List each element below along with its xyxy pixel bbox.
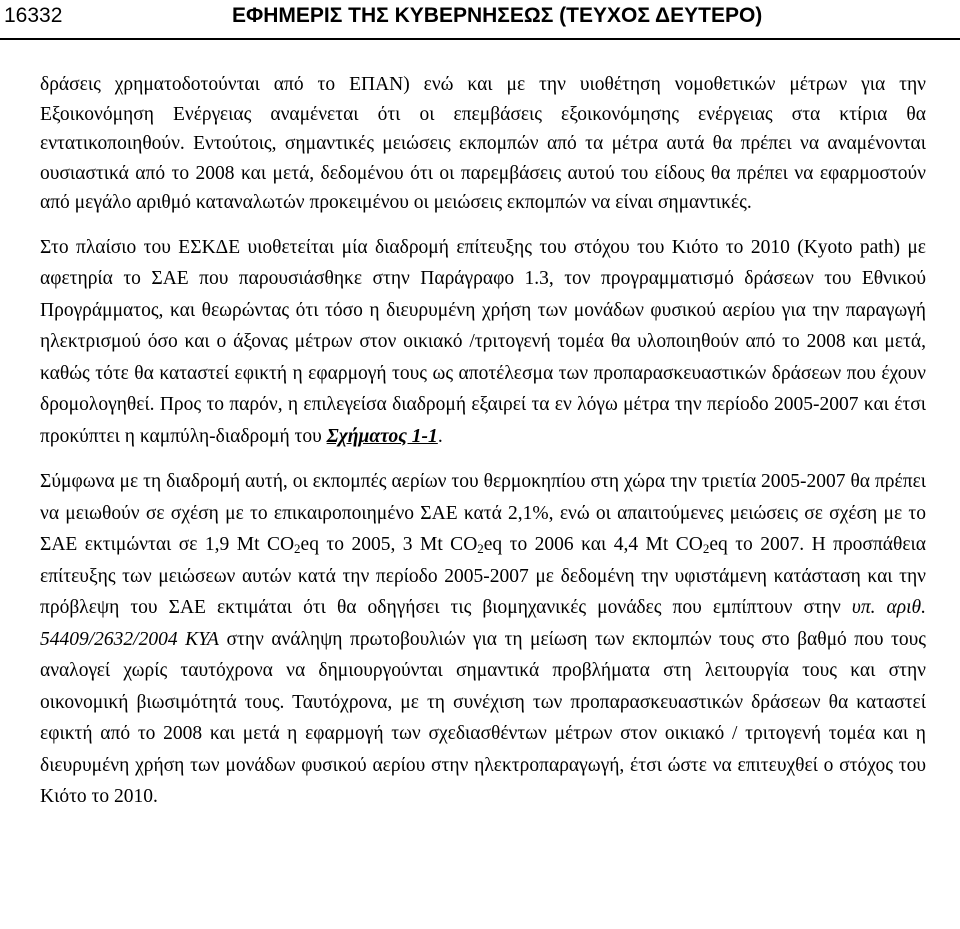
paragraph-gap <box>40 452 926 466</box>
paragraph-3-part-1: Σύμφωνα με τη διαδρομή αυτή, οι εκπομπές αερίων του θερμοκηπίου στη χώρα την τριετία 2005-2007 θα πρέπει να μειωθούν σε σχέση με το επικαιροποιημένο ΣΑΕ κατά 2,1%, ενώ οι απαιτούμενες μειώσεις σε σχέση με το ΣΑΕ εκτιμώνται σε 1,9 Mt CO <box>40 471 926 555</box>
figure-reference: Σχήματος 1-1 <box>326 425 438 447</box>
document-body <box>40 70 926 813</box>
paragraph-2-text: Στο πλαίσιο του ΕΣΚΔΕ υιοθετείται μία διαδρομή επίτευξης του στόχου του Κιότο το 2010 (Kyoto path) με αφετηρία το ΣΑΕ που παρουσιάσθηκε στην Παράγραφο 1.3, τον προγραμματισμό δράσεων του Εθνικού Προγράμματος, και θεωρώντας ότι τόσο η διευρυμένη χρήση των μονάδων φυσικού αερίου για την παραγωγή ηλεκτρισμού όσο και ο άξονας μέτρων στον οικιακό /τριτογενή τομέα θα υλοποιηθούν από το 2008 και μετά, καθώς τότε θα καταστεί εφικτή η εφαρμογή τους ως αποτέλεσμα των προπαρασκευαστικών δράσεων που έχουν δρομολογηθεί. Προς το παρόν, η επιλεγείσα διαδρομή εξαιρεί τα εν λόγω μέτρα την περίοδο 2005-2007 και έτσι προκύπτει η καμπύλη-διαδρομή του <box>40 236 926 447</box>
paragraph-3 <box>40 466 926 813</box>
paragraph-3-part-5: στην ανάληψη πρωτοβουλιών για τη μείωση των εκπομπών τους στο βαθμό που τους αναλογεί χωρίς ταυτόχρονα να δημιουργούνται σημαντικά προβλήματα στη λειτουργία τους και στην οικονομική βιωσιμότητά τους. Ταυτόχρονα, με τη συνέχιση των προπαρασκευαστικών δράσεων θα καταστεί εφικτή από το 2008 και μετά η εφαρμογή των σχεδιασθέντων μέτρων στον οικιακό / τριτογενή τομέα και η διευρυμένη χρήση των μονάδων φυσικού αερίου στην ηλεκτροπαραγωγή, έτσι ώστε να επιτευχθεί ο στόχος του Κιότο το 2010. <box>40 628 926 807</box>
paragraph-3-part-4: eq το 2007. Η προσπάθεια επίτευξης των μειώσεων αυτών κατά την περίοδο 2005-2007 με δεδομένη την υφιστάμενη κατάσταση και την πρόβλεψη του ΣΑΕ εκτιμάται ότι θα οδηγήσει τις βιομηχανικές μονάδες που εμπίπτουν στην <box>40 534 926 618</box>
paragraph-2-end: . <box>437 425 443 447</box>
page-header <box>0 0 960 40</box>
legal-reference: υπ. αριθ. 54409/2632/2004 ΚΥΑ <box>40 597 927 650</box>
paragraph-2 <box>40 232 926 453</box>
page-number: 16332 <box>4 4 63 27</box>
co2-subscript: 2 <box>702 541 710 556</box>
journal-title: ΕΦΗΜΕΡΙΣ ΤΗΣ ΚΥΒΕΡΝΗΣΕΩΣ (ΤΕΥΧΟΣ ΔΕΥΤΕΡΟ) <box>232 4 763 27</box>
paragraph-3-part-3: eq το 2006 και 4,4 Mt CO <box>483 534 703 555</box>
paragraph-3-part-2: eq το 2005, 3 Mt CO <box>300 534 478 555</box>
paragraph-1: δράσεις χρηματοδοτούνται από το ΕΠΑΝ) ενώ και με την υιοθέτηση νομοθετικών μέτρων για την Εξοικονόμηση Ενέργειας αναμένεται ότι οι επεμβάσεις εξοικονόμησης ενέργειας στα κτίρια θα εντατικοποιηθούν. Εντούτοις, σημαντικές μειώσεις εκπομπών από τα μέτρα αυτά θα πρέπει να αναμένονται ουσιαστικά από το 2008 και μετά, δεδομένου ότι οι παρεμβάσεις αυτού του είδους θα πρέπει να εφαρμοστούν από μεγάλο αριθμό καταναλωτών προκειμένου οι μειώσεις εκπομπών να είναι σημαντικές. <box>40 74 926 213</box>
paragraph-gap <box>40 218 926 232</box>
co2-subscript: 2 <box>294 541 301 556</box>
co2-subscript: 2 <box>477 541 484 556</box>
